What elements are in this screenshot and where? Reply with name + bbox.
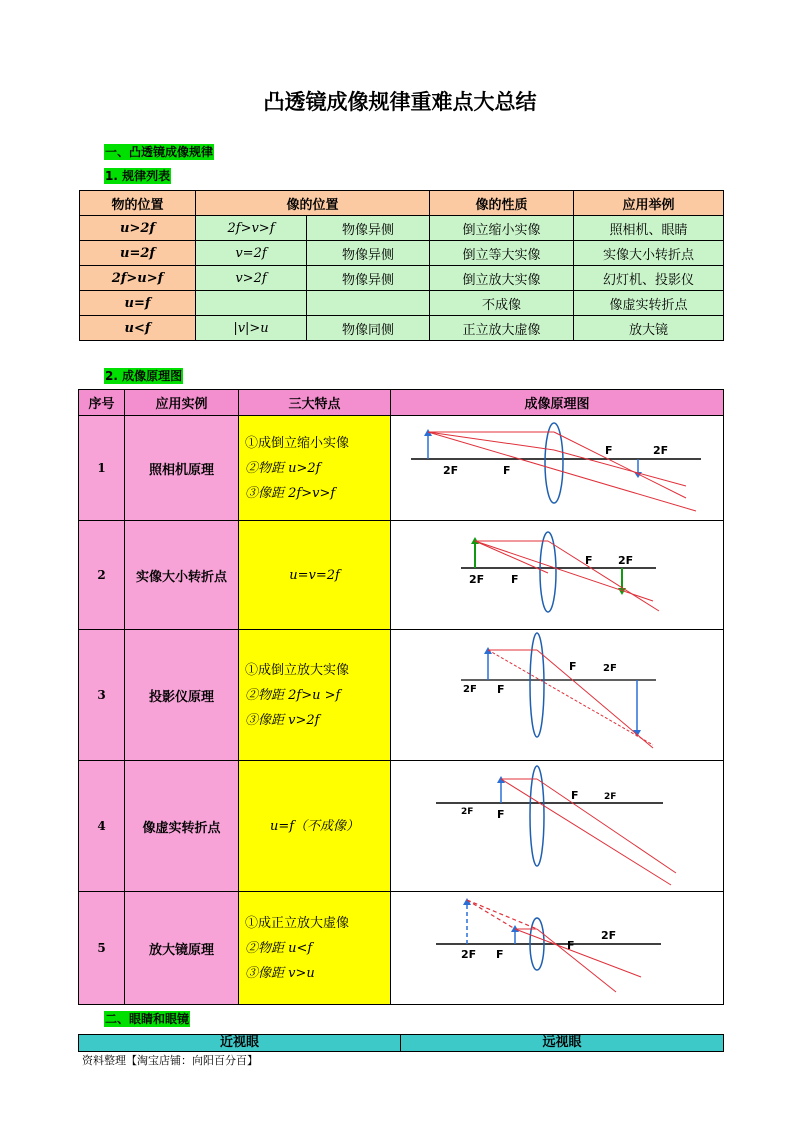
diagram-svg	[391, 521, 724, 629]
diagram-header-row	[79, 390, 724, 416]
rules-table	[79, 190, 724, 341]
object-position: u>2f	[80, 216, 196, 241]
label-2f: 2F	[601, 929, 617, 942]
row-index: 4	[79, 761, 125, 892]
row-example: 投影仪原理	[125, 630, 239, 761]
header-diagram: 成像原理图	[391, 390, 724, 416]
label-f: F	[567, 939, 575, 952]
image-distance: 2f>v>f	[196, 216, 307, 241]
virtual-ray	[467, 900, 515, 929]
ray	[475, 541, 653, 601]
table-row	[80, 291, 724, 316]
imaging-diagram-table	[78, 389, 724, 1005]
row-index: 5	[79, 892, 125, 1005]
image-property: 正立放大虚像	[430, 316, 574, 341]
feature-1: ①成倒立缩小实像	[245, 435, 350, 451]
image-distance: v=2f	[196, 241, 307, 266]
image-side	[307, 291, 430, 316]
section3-heading: 二、眼睛和眼镜	[105, 1012, 190, 1026]
header-index: 序号	[79, 390, 125, 416]
label-f: F	[503, 464, 511, 477]
feature-2: ②物距 2f>u >f	[245, 687, 341, 703]
section1-subheading: 1. 规律列表	[105, 169, 171, 183]
label-f: F	[569, 660, 577, 673]
label-2f: 2F	[604, 792, 617, 802]
label-f: F	[511, 573, 519, 586]
row-features	[239, 416, 391, 521]
label-2f: 2F	[461, 807, 474, 817]
header-hyperopia: 远视眼	[401, 1035, 724, 1052]
ray	[501, 779, 671, 885]
label-2f: 2F	[461, 948, 477, 961]
image-side: 物像异侧	[307, 266, 430, 291]
table-row	[80, 241, 724, 266]
row-features	[239, 892, 391, 1005]
label-2f: 2F	[463, 684, 477, 695]
section2-subheading: 2. 成像原理图	[105, 369, 183, 383]
row-example: 放大镜原理	[125, 892, 239, 1005]
table-row	[80, 216, 724, 241]
feature-3: ③像距 2f>v>f	[245, 485, 336, 501]
object-position: u=2f	[80, 241, 196, 266]
label-f: F	[585, 554, 593, 567]
header-image-property: 像的性质	[430, 191, 574, 216]
image-distance	[196, 291, 307, 316]
table-row	[79, 892, 724, 1005]
header-myopia: 近视眼	[79, 1035, 401, 1052]
label-f: F	[496, 948, 504, 961]
virtual-ray	[467, 900, 537, 929]
feature-2: ②物距 u<f	[245, 940, 313, 956]
section1-heading: 一、凸透镜成像规律	[105, 145, 214, 159]
row-index: 2	[79, 521, 125, 630]
application: 像虚实转折点	[574, 291, 724, 316]
feature-1: u=f（不成像）	[269, 818, 360, 834]
ray-diagram-equal	[391, 521, 724, 630]
application: 实像大小转折点	[574, 241, 724, 266]
table-row	[80, 316, 724, 341]
label-2f: 2F	[653, 444, 669, 457]
diagram-svg	[391, 630, 724, 760]
table-row	[79, 521, 724, 630]
feature-1: u=v=2f	[289, 567, 340, 583]
image-distance: |v|>u	[196, 316, 307, 341]
diagram-svg	[391, 892, 724, 1004]
table-row	[80, 266, 724, 291]
image-property: 倒立放大实像	[430, 266, 574, 291]
table-row	[79, 630, 724, 761]
convex-lens	[530, 633, 544, 737]
page-title: 凸透镜成像规律重难点大总结	[263, 90, 537, 114]
header-example: 应用实例	[125, 390, 239, 416]
feature-1: ①成倒立放大实像	[245, 662, 350, 678]
ray	[428, 432, 554, 450]
image-distance: v>2f	[196, 266, 307, 291]
footer-source: 资料整理【淘宝店铺：向阳百分百】	[82, 1054, 258, 1067]
row-example: 照相机原理	[125, 416, 239, 521]
image-side: 物像异侧	[307, 241, 430, 266]
object-position: u=f	[80, 291, 196, 316]
label-2f: 2F	[603, 663, 617, 674]
feature-1: ①成正立放大虚像	[245, 915, 350, 931]
ray-diagram-camera	[391, 416, 724, 521]
ray-diagram-magnifier	[391, 892, 724, 1005]
ray	[548, 541, 659, 611]
feature-2: ②物距 u>2f	[245, 460, 321, 476]
convex-lens	[530, 766, 544, 866]
label-f: F	[605, 444, 613, 457]
label-f: F	[497, 683, 505, 696]
diagram-svg	[391, 416, 724, 520]
header-object-position: 物的位置	[80, 191, 196, 216]
table-row	[79, 416, 724, 521]
row-features	[239, 521, 391, 630]
row-example: 实像大小转折点	[125, 521, 239, 630]
ray	[537, 650, 653, 748]
row-features	[239, 630, 391, 761]
image-property: 倒立等大实像	[430, 241, 574, 266]
image-property: 倒立缩小实像	[430, 216, 574, 241]
image-property: 不成像	[430, 291, 574, 316]
header-application: 应用举例	[574, 191, 724, 216]
label-2f: 2F	[469, 573, 485, 586]
ray	[515, 929, 641, 977]
feature-3: ③像距 v>u	[245, 965, 315, 981]
label-2f: 2F	[443, 464, 459, 477]
row-features	[239, 761, 391, 892]
label-2f: 2F	[618, 554, 634, 567]
header-features: 三大特点	[239, 390, 391, 416]
image-side: 物像异侧	[307, 216, 430, 241]
image-side: 物像同侧	[307, 316, 430, 341]
table-row	[79, 761, 724, 892]
row-index: 1	[79, 416, 125, 521]
application: 照相机、眼睛	[574, 216, 724, 241]
header-image-position: 像的位置	[196, 191, 430, 216]
row-index: 3	[79, 630, 125, 761]
ray-diagram-projector	[391, 630, 724, 761]
label-f: F	[497, 808, 505, 821]
row-example: 像虚实转折点	[125, 761, 239, 892]
application: 放大镜	[574, 316, 724, 341]
diagram-svg	[391, 761, 724, 891]
rules-header-row	[80, 191, 724, 216]
feature-3: ③像距 v>2f	[245, 712, 320, 728]
object-position: u<f	[80, 316, 196, 341]
label-f: F	[571, 789, 579, 802]
object-position: 2f>u>f	[80, 266, 196, 291]
eye-header-row	[79, 1035, 724, 1052]
eye-table	[78, 1034, 724, 1052]
application: 幻灯机、投影仪	[574, 266, 724, 291]
ray-diagram-focal	[391, 761, 724, 892]
